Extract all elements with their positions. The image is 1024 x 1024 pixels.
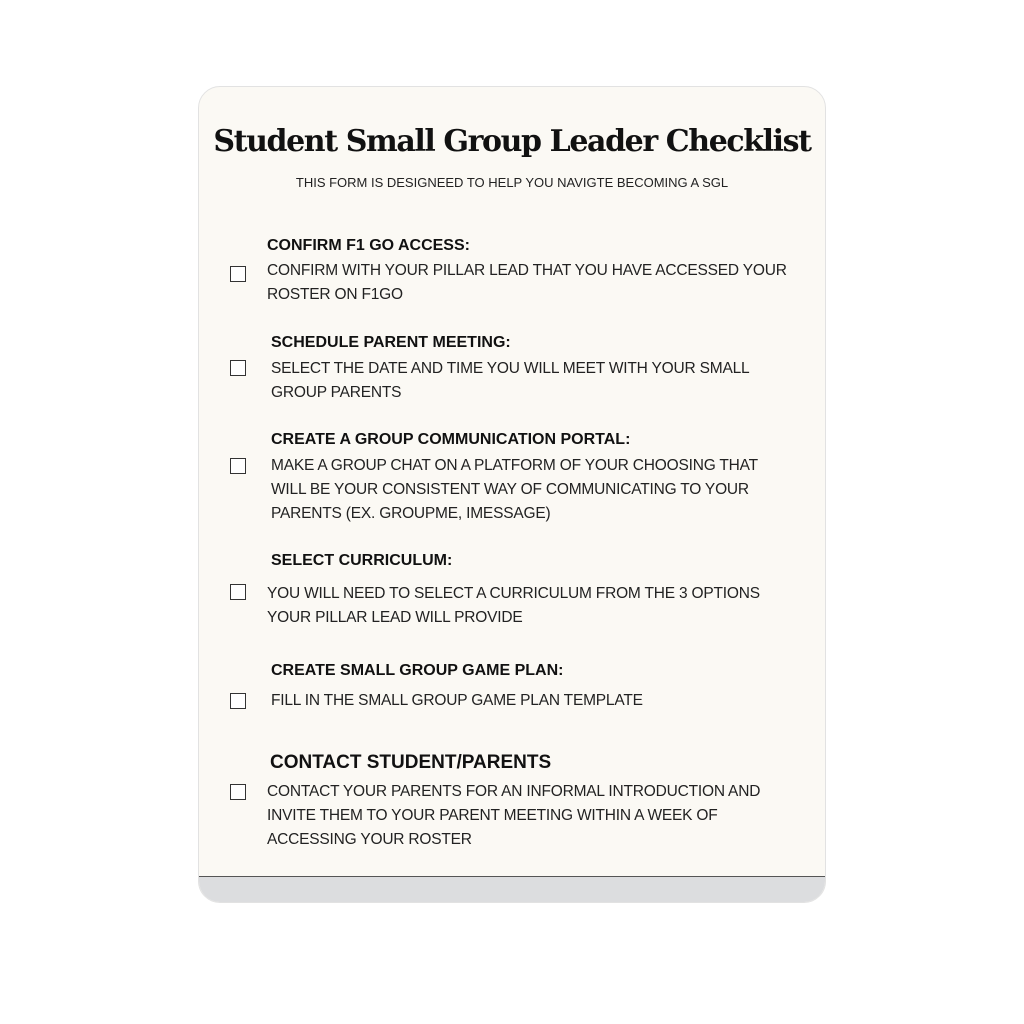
item-description-line: SELECT THE DATE AND TIME YOU WILL MEET WITH YOUR SMALL <box>271 360 750 377</box>
item-heading: CREATE A GROUP COMMUNICATION PORTAL: <box>271 431 631 448</box>
checkbox[interactable] <box>230 693 246 709</box>
page-title: Student Small Group Leader Checklist <box>213 124 811 159</box>
item-description-line: CONTACT YOUR PARENTS FOR AN INFORMAL INTRODUCTION AND <box>267 783 761 800</box>
item-description-line: INVITE THEM TO YOUR PARENT MEETING WITHIN A WEEK OF <box>267 807 718 824</box>
checkbox[interactable] <box>230 266 246 282</box>
item-description-line: PARENTS (EX. GROUPME, IMESSAGE) <box>271 505 551 522</box>
item-description-line: GROUP PARENTS <box>271 384 402 401</box>
item-heading: CREATE SMALL GROUP GAME PLAN: <box>271 662 564 679</box>
item-heading: CONFIRM F1 GO ACCESS: <box>267 237 470 254</box>
item-description-line: ROSTER ON F1GO <box>267 286 403 303</box>
item-description <box>271 689 801 713</box>
item-description-line: WILL BE YOUR CONSISTENT WAY OF COMMUNICATING TO YOUR <box>271 481 749 498</box>
item-description-line: CONFIRM WITH YOUR PILLAR LEAD THAT YOU HAVE ACCESSED YOUR <box>267 262 787 279</box>
checkbox[interactable] <box>230 458 246 474</box>
item-description <box>267 780 797 852</box>
item-description-line: MAKE A GROUP CHAT ON A PLATFORM OF YOUR CHOOSING THAT <box>271 457 758 474</box>
card-footer-band <box>199 876 825 902</box>
checkbox[interactable] <box>230 584 246 600</box>
item-description-line: ACCESSING YOUR ROSTER <box>267 831 472 848</box>
item-description-line: YOUR PILLAR LEAD WILL PROVIDE <box>267 609 523 626</box>
item-description <box>271 357 801 405</box>
item-description <box>267 582 797 630</box>
item-description <box>271 454 801 526</box>
checkbox[interactable] <box>230 784 246 800</box>
item-description-line: FILL IN THE SMALL GROUP GAME PLAN TEMPLATE <box>271 692 643 709</box>
item-heading: CONTACT STUDENT/PARENTS <box>270 752 552 773</box>
page-subtitle: THIS FORM IS DESIGNEED TO HELP YOU NAVIGTE BECOMING A SGL <box>295 175 729 190</box>
checkbox[interactable] <box>230 360 246 376</box>
item-heading: SELECT CURRICULUM: <box>271 552 453 569</box>
item-description <box>267 259 797 307</box>
item-description-line: YOU WILL NEED TO SELECT A CURRICULUM FROM THE 3 OPTIONS <box>267 585 760 602</box>
item-heading: SCHEDULE PARENT MEETING: <box>271 334 511 351</box>
